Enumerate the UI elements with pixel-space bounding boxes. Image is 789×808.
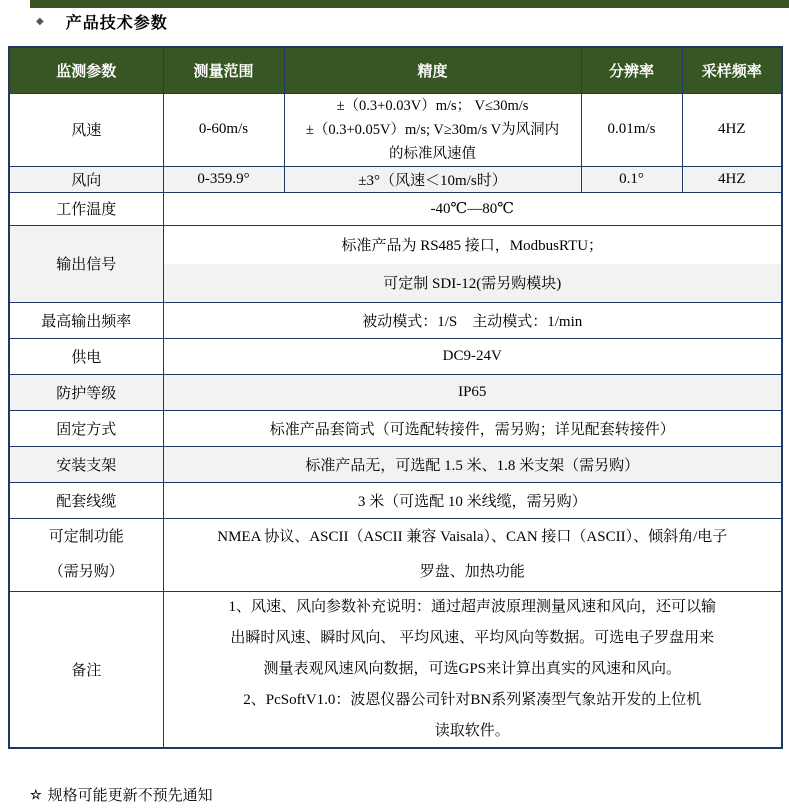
mounting-bracket-value: 标准产品无，可选配 1.5 米、1.8 米支架（需另购）: [163, 446, 782, 482]
wind-speed-sampling: 4HZ: [682, 93, 782, 166]
wind-speed-accuracy-line: ±（0.3+0.03V）m/s； V≤30m/s: [336, 97, 529, 114]
wind-speed-accuracy-line: ±（0.3+0.05V）m/s; V≥30m/s V为风洞内: [305, 121, 560, 138]
remark-line: 测量表观风速风向数据，可选GPS来计算出真实的风速和风向。: [263, 660, 682, 677]
remark-line: 出瞬时风速、瞬时风向、 平均风速、平均风向等数据。可选电子罗盘用来: [230, 629, 715, 646]
row-power-supply: [9, 338, 782, 374]
cable-value: 3 米（可选配 10 米线缆，需另购）: [163, 482, 782, 518]
top-green-bar: [30, 0, 789, 8]
max-output-freq-value: 被动模式：1/S 主动模式：1/min: [163, 302, 782, 338]
section-heading: [36, 10, 168, 33]
header-sampling: 采样频率: [682, 47, 782, 93]
remark-line: 1、风速、风向参数补充说明：通过超声波原理测量风速和风向，还可以输: [228, 598, 716, 615]
footnote-text: 规格可能更新不预先通知: [47, 788, 213, 804]
remark-value: [163, 591, 782, 748]
row-mounting-bracket: [9, 446, 782, 482]
wind-direction-resolution: 0.1°: [581, 166, 682, 192]
wind-direction-range: 0-359.9°: [163, 166, 284, 192]
row-output-signal-1: [9, 225, 782, 264]
diamond-bullet-icon: ◆: [36, 15, 44, 27]
header-accuracy: 精度: [284, 47, 581, 93]
page-title: 产品技术参数: [65, 15, 168, 32]
footnote: [30, 784, 213, 805]
operating-temp-value: -40℃—80℃: [163, 192, 782, 225]
wind-speed-accuracy: [284, 93, 581, 166]
wind-speed-resolution: 0.01m/s: [581, 93, 682, 166]
row-custom-functions: [9, 518, 782, 591]
wind-direction-accuracy: ±3°（风速＜10m/s时）: [284, 166, 581, 192]
output-signal-line1: 标准产品为 RS485 接口，ModbusRTU；: [163, 225, 782, 264]
remark-line: 2、PcSoftV1.0：波恩仪器公司针对BN系列紧凑型气象站开发的上位机: [243, 691, 702, 708]
remark-label: 备注: [9, 591, 163, 748]
operating-temp-label: 工作温度: [9, 192, 163, 225]
output-signal-line2: 可定制 SDI-12(需另购模块): [163, 264, 782, 302]
output-signal-label: 输出信号: [9, 225, 163, 302]
wind-direction-sampling: 4HZ: [682, 166, 782, 192]
custom-functions-value-line: NMEA 协议、ASCII（ASCII 兼容 Vaisala）、CAN 接口（ASCII）、倾斜角/电子: [217, 528, 728, 545]
fixing-method-label: 固定方式: [9, 410, 163, 446]
protection-rating-label: 防护等级: [9, 374, 163, 410]
power-supply-label: 供电: [9, 338, 163, 374]
cable-label: 配套线缆: [9, 482, 163, 518]
row-cable: [9, 482, 782, 518]
table-header-row: [9, 47, 782, 93]
custom-functions-label-line: （需另购）: [48, 563, 124, 580]
row-fixing-method: [9, 410, 782, 446]
header-param: 监测参数: [9, 47, 163, 93]
fixing-method-value: 标准产品套筒式（可选配转接件，需另购；详见配套转接件）: [163, 410, 782, 446]
custom-functions-value-line: 罗盘、加热功能: [419, 563, 525, 580]
custom-functions-label-line: 可定制功能: [48, 528, 124, 545]
wind-speed-accuracy-line: 的标准风速值: [389, 145, 476, 162]
row-operating-temp: [9, 192, 782, 225]
wind-direction-param: 风向: [9, 166, 163, 192]
header-resolution: 分辨率: [581, 47, 682, 93]
max-output-freq-label: 最高输出频率: [9, 302, 163, 338]
header-range: 测量范围: [163, 47, 284, 93]
row-protection-rating: [9, 374, 782, 410]
wind-speed-param: 风速: [9, 93, 163, 166]
remark-line: 读取软件。: [434, 722, 510, 739]
custom-functions-label: [9, 518, 163, 591]
row-wind-direction: [9, 166, 782, 192]
protection-rating-value: IP65: [163, 374, 782, 410]
mounting-bracket-label: 安装支架: [9, 446, 163, 482]
power-supply-value: DC9-24V: [163, 338, 782, 374]
star-icon: ☆: [30, 786, 42, 802]
spec-table: [8, 46, 783, 749]
wind-speed-range: 0-60m/s: [163, 93, 284, 166]
row-wind-speed: [9, 93, 782, 166]
row-max-output-freq: [9, 302, 782, 338]
custom-functions-value: [163, 518, 782, 591]
row-remark: [9, 591, 782, 748]
